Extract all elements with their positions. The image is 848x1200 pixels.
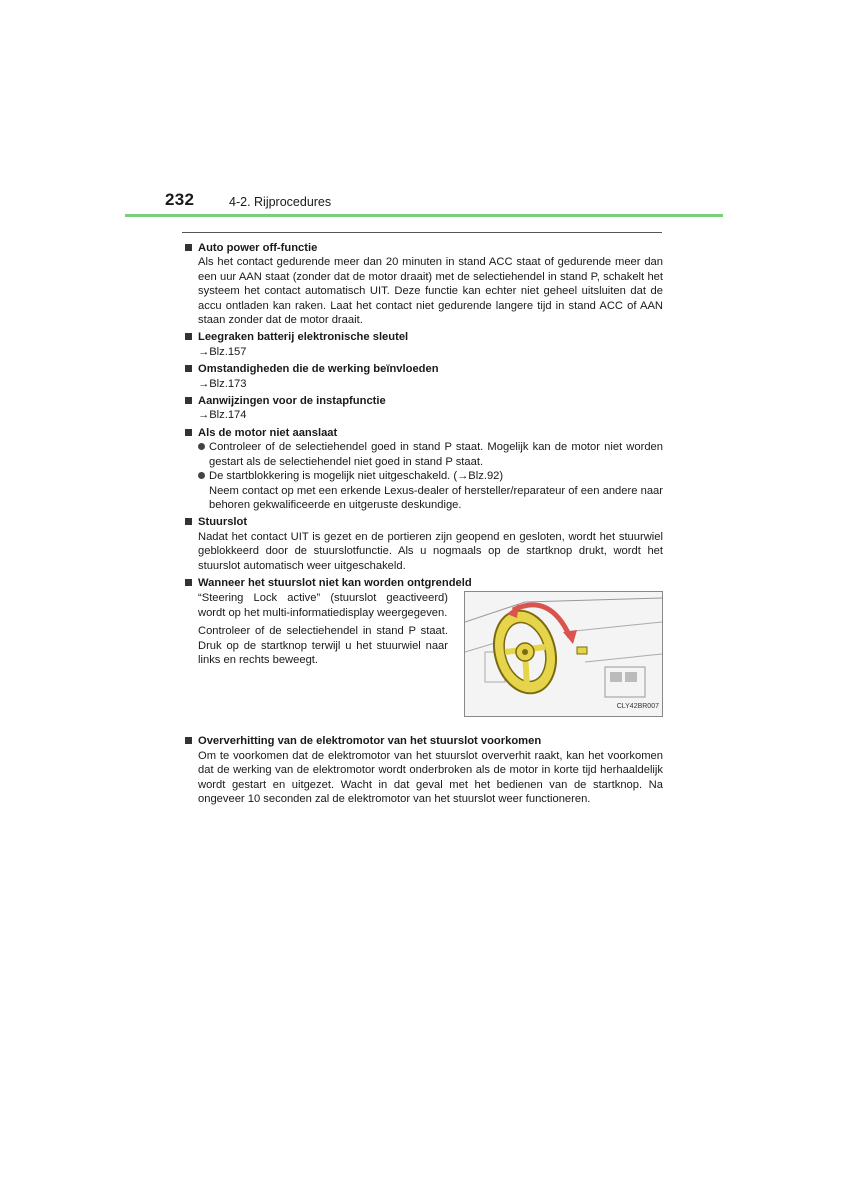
content-top-rule — [182, 232, 662, 233]
square-bullet-icon — [185, 397, 192, 404]
paragraph-steering-lock: Nadat het contact UIT is gezet en de portieren zijn geopend en gesloten, wordt het stuurwiel geblokkeerd door de stuurslotfunctie. Als u nogmaals op de startknop drukt, wordt het stuurslot automatisch weer uitgeschakeld. — [198, 530, 663, 572]
heading-steering-lock: Stuurslot — [185, 515, 663, 529]
paragraph-auto-power: Als het contact gedurende meer dan 20 minuten in stand ACC staat of gedurende meer dan een uur AAN staat (zonder dat de motor draait) met de selectiehendel in stand P, schakelt het systeem het contact automatisch UIT. Deze functie kan echter niet geheel uitsluiten dat de accu ontladen kan raken. Laat het contact niet gedurende langere tijd in stand ACC of AAN staan zonder dat de motor draait. — [198, 256, 663, 327]
steering-wheel-drawing — [465, 592, 662, 716]
paragraph-lock-message: “Steering Lock active” (stuurslot geactiveerd) wordt op het multi-informatiedisplay weergegeven. — [198, 592, 448, 619]
paragraph-overheat: Om te voorkomen dat de elektromotor van het stuurslot oververhit raakt, kan het voorkomen dat de werking van de elektromotor wordt onderbroken als de motor in korte tijd herhaaldelijk wordt gestart en uitgezet. Wacht in dat geval met het bedienen van de startknop. Na ongeveer 10 seconden zal de elektromotor van het stuurslot weer functioneren. — [198, 749, 663, 805]
paragraph-lock-instruction: Controleer of de selectiehendel in stand P staat. Druk op de startknop terwijl u het stuurwiel naar links en rechts beweegt. — [198, 625, 448, 666]
section-title: 4-2. Rijprocedures — [229, 195, 332, 209]
round-bullet-icon — [198, 472, 205, 479]
round-bullet-icon — [198, 443, 205, 450]
list-item: De startblokkering is mogelijk niet uitgeschakeld. (→Blz.92) Neem contact op met een erkende Lexus-dealer of hersteller/reparateur of een andere naar behoren gekwalificeerde en uitgeruste deskundige. — [185, 469, 663, 512]
list-item: Controleer of de selectiehendel goed in stand P staat. Mogelijk kan de motor niet worden gestart als de selectiehendel niet goed in stand P staat. — [185, 440, 663, 469]
page-header — [0, 0, 848, 220]
heading-overheat: Oververhitting van de elektromotor van het stuurslot voorkomen — [185, 734, 663, 748]
header-rule — [125, 214, 723, 217]
heading-circumstances: Omstandigheden die de werking beïnvloeden — [185, 362, 663, 376]
square-bullet-icon — [185, 579, 192, 586]
figure-code: CLY42BR007 — [616, 702, 659, 710]
square-bullet-icon — [185, 333, 192, 340]
square-bullet-icon — [185, 365, 192, 372]
page-reference: →Blz.173 — [198, 377, 247, 390]
page-reference: →Blz.157 — [198, 345, 247, 358]
page-content — [185, 238, 663, 806]
square-bullet-icon — [185, 429, 192, 436]
heading-not-start: Als de motor niet aanslaat — [185, 426, 663, 440]
heading-instap: Aanwijzingen voor de instapfunctie — [185, 394, 663, 408]
steering-wheel-illustration — [464, 591, 663, 717]
square-bullet-icon — [185, 737, 192, 744]
page-reference: →Blz.174 — [198, 409, 247, 422]
page-number: 232 — [165, 190, 195, 209]
figure-row — [185, 591, 663, 717]
square-bullet-icon — [185, 518, 192, 525]
spacer — [185, 717, 663, 731]
heading-auto-power: Auto power off-functie — [185, 241, 663, 255]
square-bullet-icon — [185, 244, 192, 251]
heading-unlock: Wanneer het stuurslot niet kan worden ontgrendeld — [185, 576, 663, 590]
heading-battery: Leegraken batterij elektronische sleutel — [185, 330, 663, 344]
figure-text — [198, 591, 448, 717]
